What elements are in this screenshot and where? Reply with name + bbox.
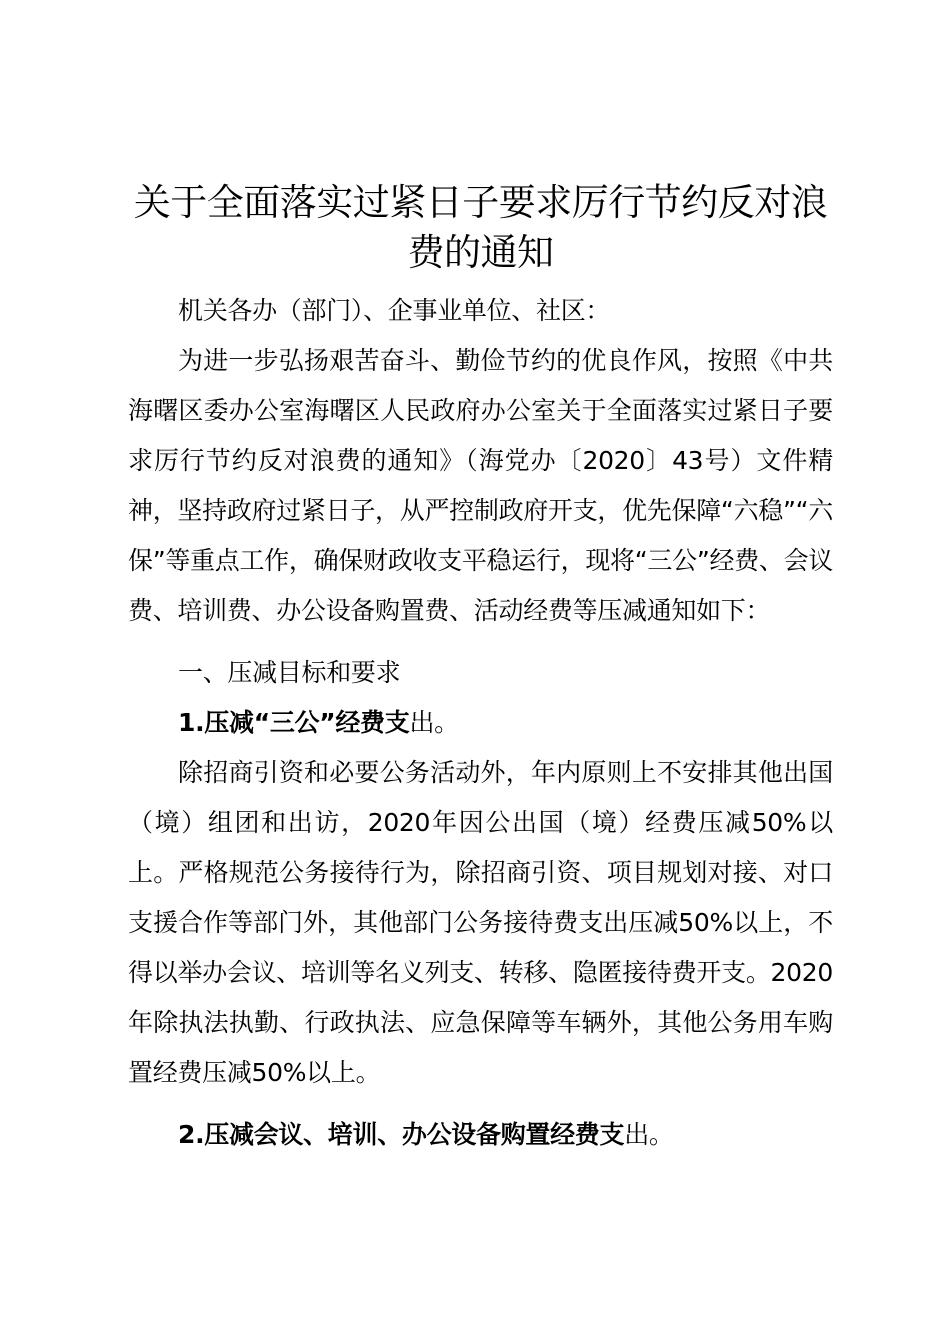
item-body-1: 除招商引资和必要公务活动外，年内原则上不安排其他出国（境）组团和出访，2020年因公出国（境）经费压减50%以上。严格规范公务接待行为，除招商引资、项目规划对接、对口支援合作等部门外，其他部门公务接待费支出压减50%以上，不得以举办会议、培训等名义列支、转移、隐匿接待费开支。2020年除执法执勤、行政执法、应急保障等车辆外，其他公务用车购置经费压减50%以上。 (128, 758, 833, 1087)
item-heading-2-tail: 出。 (624, 1120, 674, 1149)
item-heading-2 (128, 1110, 833, 1160)
item-heading-1-bold: 1.压减“三公”经费支 (178, 708, 410, 737)
item-heading-2-bold: 2.压减会议、培训、办公设备购置经费支 (178, 1120, 625, 1149)
item-heading-1-tail: 出。 (409, 708, 459, 737)
salutation: 机关各办（部门）、企事业单位、社区： (178, 296, 611, 325)
document-page (128, 178, 833, 1160)
intro-paragraph: 为进一步弘扬艰苦奋斗、勤俭节约的优良作风，按照《中共海曙区委办公室海曙区人民政府办公室关于全面落实过紧日子要求厉行节约反对浪费的通知》（海党办〔2020〕43号）文件精神，坚持政府过紧日子，从严控制政府开支，优先保障“六稳”“六保”等重点工作，确保财政收支平稳运行，现将“三公”经费、会议费、培训费、办公设备购置费、活动经费等压减通知如下： (128, 346, 833, 625)
section-heading-1: 一、压减目标和要求 (178, 658, 401, 687)
document-title: 关于全面落实过紧日子要求厉行节约反对浪费的通知 (133, 181, 828, 274)
item-heading-1 (128, 698, 833, 748)
